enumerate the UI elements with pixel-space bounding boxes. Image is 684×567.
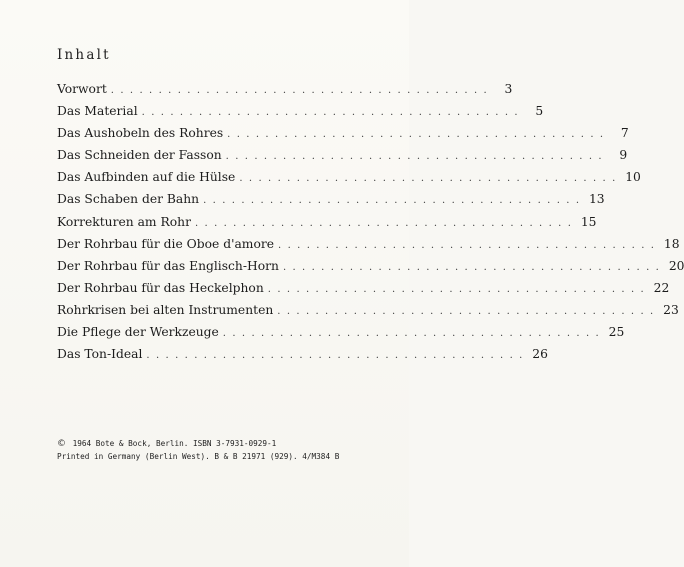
toc-entry-page-number: 15 xyxy=(580,214,597,229)
contents-heading: Inhalt xyxy=(57,47,111,63)
toc-entry xyxy=(57,214,597,237)
publisher-imprint xyxy=(57,438,339,463)
toc-entry xyxy=(57,347,548,369)
copyright-symbol: © xyxy=(57,439,66,449)
toc-dot-leader: . . . . . . . . . . . . . . . . . . . . . . . . . . . . . . . . . . . . . . . . xyxy=(146,350,524,362)
toc-entry xyxy=(57,302,679,325)
toc-dot-leader: . . . . . . . . . . . . . . . . . . . . . . . . . . . . . . . . . . . . . . . . xyxy=(225,151,604,163)
toc-entry-title: Der Rohrbau für das Englisch-Horn xyxy=(57,258,279,273)
toc-entry xyxy=(57,236,680,259)
toc-entry-title: Das Schaben der Bahn xyxy=(57,192,200,207)
toc-entry-page-number: 7 xyxy=(620,126,629,141)
toc-entry xyxy=(57,258,684,281)
toc-dot-leader: . . . . . . . . . . . . . . . . . . . . . . . . . . . . . . . . . . . . . . . . xyxy=(277,305,655,317)
toc-dot-leader: . . . . . . . . . . . . . . . . . . . . . . . . . . . . . . . . . . . . . . . . xyxy=(194,217,573,229)
toc-entry-title: Rohrkrisen bei alten Instrumenten xyxy=(57,302,274,317)
toc-entry-page-number: 20 xyxy=(668,258,684,273)
toc-entry-title: Das Aushobeln des Rohres xyxy=(57,126,224,141)
toc-entry-title: Die Pflege der Werkzeuge xyxy=(57,325,219,340)
toc-entry-page-number: 5 xyxy=(535,104,544,119)
toc-dot-leader: . . . . . . . . . . . . . . . . . . . . . . . . . . . . . . . . . . . . . . . . xyxy=(278,239,656,251)
toc-entry-page-number: 22 xyxy=(653,280,670,295)
toc-entry-page-number: 9 xyxy=(619,148,628,163)
copyright-text: 1964 Bote & Bock, Berlin. ISBN 3-7931-0929-1 xyxy=(72,439,277,448)
toc-entry xyxy=(57,82,513,104)
toc-entry-page-number: 23 xyxy=(663,302,679,317)
toc-entry-title: Das Ton-Ideal xyxy=(57,347,143,362)
toc-dot-leader: . . . . . . . . . . . . . . . . . . . . . . . . . . . . . . . . . . . . . . . . xyxy=(110,85,489,96)
toc-entry-title: Vorwort xyxy=(57,82,107,96)
toc-entry xyxy=(57,192,605,214)
toc-dot-leader: . . . . . . . . . . . . . . . . . . . . . . . . . . . . . . . . . . . . . . . . xyxy=(239,173,617,185)
toc-entry xyxy=(57,126,629,148)
toc-dot-leader: . . . . . . . . . . . . . . . . . . . . . . . . . . . . . . . . . . . . . . . . xyxy=(222,328,601,340)
toc-entry-page-number: 3 xyxy=(504,82,513,96)
toc-dot-leader: . . . . . . . . . . . . . . . . . . . . . . . . . . . . . . . . . . . . . . . . xyxy=(227,129,605,141)
toc-entry-title: Das Material xyxy=(57,104,138,119)
toc-dot-leader: . . . . . . . . . . . . . . . . . . . . . . . . . . . . . . . . . . . . . . . . xyxy=(203,195,581,207)
toc-entry-title: Das Aufbinden auf die Hülse xyxy=(57,170,236,185)
toc-entry-page-number: 13 xyxy=(588,192,605,207)
table-of-contents xyxy=(57,82,684,369)
imprint-printed-line: Printed in Germany (Berlin West). B & B 21971 (929). 4/M384 B xyxy=(57,451,340,461)
toc-entry-page-number: 26 xyxy=(532,347,548,362)
toc-entry-title: Der Rohrbau für die Oboe d'amore xyxy=(57,236,275,251)
toc-dot-leader: . . . . . . . . . . . . . . . . . . . . . . . . . . . . . . . . . . . . . . . . xyxy=(267,283,646,295)
toc-entry-page-number: 10 xyxy=(625,170,641,185)
toc-entry-title: Das Schneiden der Fasson xyxy=(57,148,222,163)
toc-entry xyxy=(57,170,641,192)
toc-entry xyxy=(57,280,670,303)
toc-entry-title: Der Rohrbau für das Heckelphon xyxy=(57,280,264,295)
toc-entry-page-number: 25 xyxy=(608,325,625,340)
imprint-copyright-line xyxy=(57,438,339,451)
toc-entry xyxy=(57,325,625,347)
toc-entry-page-number: 18 xyxy=(663,236,680,251)
toc-dot-leader: . . . . . . . . . . . . . . . . . . . . . . . . . . . . . . . . . . . . . . . . xyxy=(141,107,520,119)
toc-entry xyxy=(57,148,628,170)
toc-entry-title: Korrekturen am Rohr xyxy=(57,214,191,229)
toc-entry xyxy=(57,104,544,126)
toc-dot-leader: . . . . . . . . . . . . . . . . . . . . . . . . . . . . . . . . . . . . . . . . xyxy=(282,261,661,273)
